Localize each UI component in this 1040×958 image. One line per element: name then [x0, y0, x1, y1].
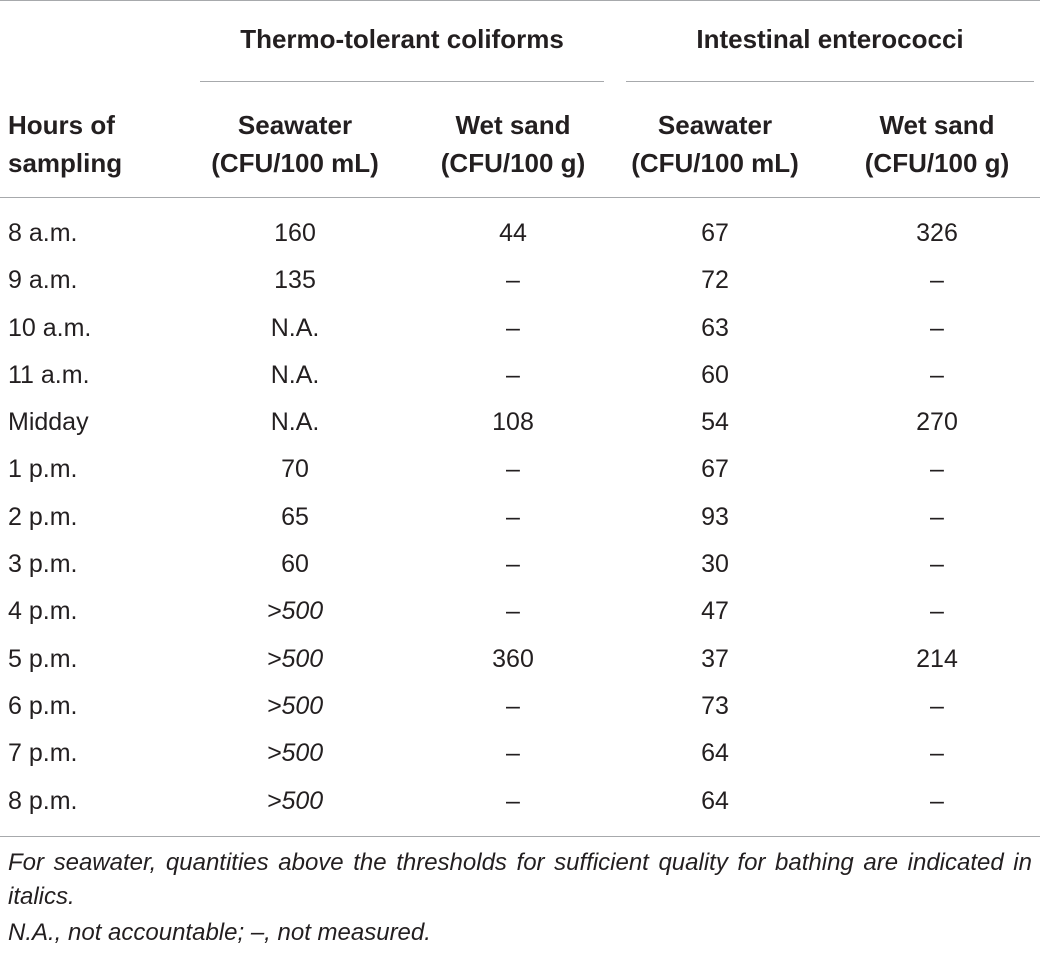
cell-ie-wet-sand: – [930, 360, 944, 389]
cell-hour: 5 p.m. [8, 644, 78, 673]
cell-tc-seawater: 70 [281, 455, 309, 484]
cell-ie-wet-sand: – [930, 691, 944, 720]
cell-ie-wet-sand: – [930, 550, 944, 579]
column-header-line: (CFU/100 g) [440, 148, 586, 178]
cell-ie-seawater: 37 [701, 644, 729, 673]
cell-ie-seawater: 30 [701, 550, 729, 579]
cell-ie-wet-sand: 270 [916, 408, 958, 437]
cell-ie-wet-sand: – [930, 266, 944, 295]
cell-hour: Midday [8, 408, 89, 437]
cell-tc-wet-sand: – [506, 550, 520, 579]
table-row [0, 210, 1040, 257]
table-top-rule [0, 0, 1040, 1]
cell-tc-seawater: >500 [266, 597, 324, 626]
column-header-hours-of-sampling [8, 106, 122, 182]
cell-ie-seawater: 93 [701, 502, 729, 531]
footnote-abbreviations: N.A., not accountable; –, not measured. [8, 919, 431, 946]
group-underline-entero [626, 81, 1034, 82]
column-header-line: Seawater [237, 110, 353, 140]
table-row [0, 305, 1040, 352]
column-header-line: sampling [8, 148, 123, 178]
cell-tc-wet-sand: 44 [499, 219, 527, 247]
cell-ie-seawater: 73 [701, 691, 729, 720]
column-header-line: (CFU/100 g) [864, 148, 1010, 178]
cell-ie-wet-sand: – [930, 786, 944, 815]
table-row [0, 778, 1040, 825]
cell-ie-wet-sand: 214 [916, 644, 958, 673]
cell-hour: 4 p.m. [8, 597, 78, 626]
cell-ie-seawater: 64 [701, 739, 729, 768]
column-header-ie-wet-sand [842, 106, 1032, 182]
column-header-tc-wet-sand [418, 106, 608, 182]
cell-ie-seawater: 63 [701, 313, 729, 342]
cell-tc-wet-sand: – [506, 360, 520, 389]
table-bottom-rule [0, 836, 1040, 837]
cell-ie-seawater: 72 [701, 266, 729, 295]
cell-tc-seawater: >500 [266, 691, 324, 720]
group-underline-thermo [200, 81, 604, 82]
cell-tc-wet-sand: – [506, 266, 520, 295]
column-header-line: Seawater [657, 110, 773, 140]
column-header-line: Hours of [8, 110, 115, 140]
cell-hour: 9 a.m. [8, 266, 78, 295]
column-header-tc-seawater [200, 106, 390, 182]
cell-ie-wet-sand: – [930, 739, 944, 768]
footnote-italics: For seawater, quantities above the thresholds for sufficient quality for bathing are indicated in italics. [8, 849, 1032, 910]
table-row [0, 494, 1040, 541]
cell-tc-seawater: 60 [281, 550, 309, 579]
group-header-thermo-tolerant-coliforms: Thermo-tolerant coliforms [240, 24, 564, 54]
column-header-ie-seawater [620, 106, 810, 182]
table-row [0, 683, 1040, 730]
cell-tc-seawater: 135 [274, 266, 316, 295]
column-header-line: (CFU/100 mL) [211, 148, 379, 178]
table-row [0, 352, 1040, 399]
cell-ie-seawater: 47 [701, 597, 729, 626]
table-row [0, 636, 1040, 683]
cell-ie-seawater: 60 [701, 360, 729, 389]
cell-tc-wet-sand: – [506, 597, 520, 626]
cell-ie-seawater: 64 [701, 786, 729, 815]
cell-tc-seawater: N.A. [270, 408, 320, 437]
cell-tc-wet-sand: – [506, 502, 520, 531]
table-row [0, 730, 1040, 777]
cell-tc-wet-sand: – [506, 455, 520, 484]
table-row [0, 446, 1040, 493]
cell-hour: 3 p.m. [8, 550, 78, 579]
table-row [0, 541, 1040, 588]
column-header-line: (CFU/100 mL) [631, 148, 799, 178]
cell-tc-wet-sand: – [506, 313, 520, 342]
column-header-line: Wet sand [455, 110, 571, 140]
table-row [0, 399, 1040, 446]
cell-hour: 11 a.m. [8, 360, 90, 389]
table-row [0, 588, 1040, 635]
cell-tc-seawater: >500 [266, 786, 324, 815]
cell-ie-wet-sand: – [930, 597, 944, 626]
cell-hour: 2 p.m. [8, 502, 78, 531]
cell-tc-seawater: >500 [266, 644, 324, 673]
cell-tc-wet-sand: – [506, 786, 520, 815]
cell-hour: 8 p.m. [8, 786, 78, 815]
cell-tc-seawater: 65 [281, 502, 309, 531]
cell-hour: 8 a.m. [8, 219, 78, 247]
column-header-line: Wet sand [879, 110, 995, 140]
cell-hour: 7 p.m. [8, 739, 78, 768]
cell-hour: 1 p.m. [8, 455, 78, 484]
cell-ie-seawater: 67 [701, 455, 729, 484]
cell-tc-seawater: >500 [266, 739, 324, 768]
cell-hour: 6 p.m. [8, 691, 78, 720]
cell-tc-wet-sand: 108 [492, 408, 534, 437]
cell-ie-wet-sand: – [930, 313, 944, 342]
cell-ie-wet-sand: – [930, 455, 944, 484]
cell-tc-seawater: N.A. [270, 313, 320, 342]
header-bottom-rule [0, 197, 1040, 198]
cell-tc-seawater: N.A. [270, 360, 320, 389]
group-header-intestinal-enterococci: Intestinal enterococci [696, 24, 964, 54]
cell-tc-wet-sand: – [506, 691, 520, 720]
cell-tc-wet-sand: – [506, 739, 520, 768]
cell-ie-seawater: 67 [701, 219, 729, 247]
table-body [0, 210, 1040, 825]
cell-hour: 10 a.m. [8, 313, 92, 342]
cell-ie-wet-sand: 326 [916, 219, 958, 247]
cell-tc-seawater: 160 [274, 219, 316, 247]
table-row [0, 257, 1040, 304]
cell-ie-wet-sand: – [930, 502, 944, 531]
cell-ie-seawater: 54 [701, 408, 729, 437]
cell-tc-wet-sand: 360 [492, 644, 534, 673]
